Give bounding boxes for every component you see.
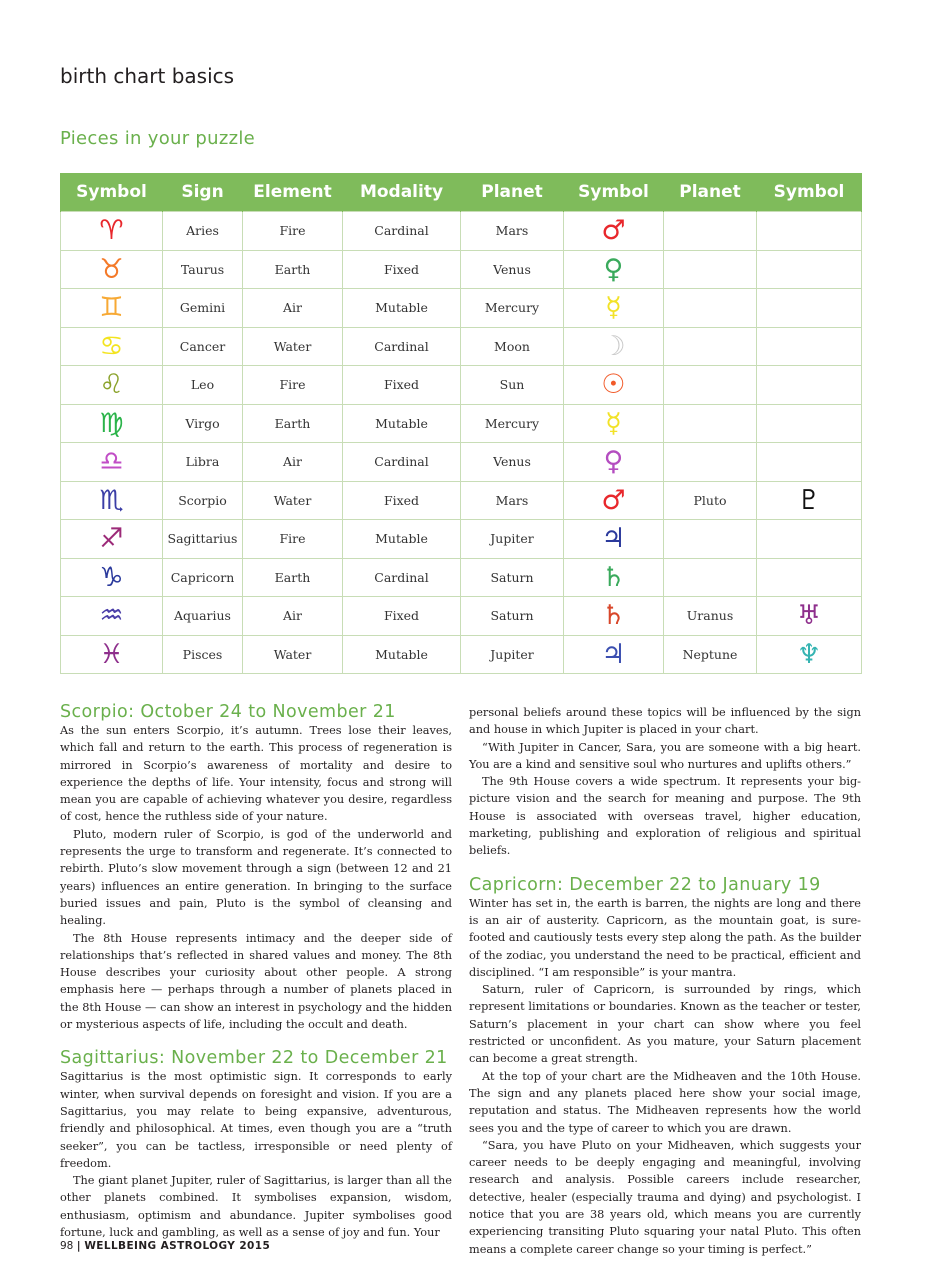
sign-name-cell	[163, 597, 243, 636]
planet-name-cell	[461, 366, 564, 405]
planet-symbol-cell	[564, 443, 664, 482]
planet-name: Mars	[495, 223, 529, 239]
header-modality: Modality	[343, 173, 461, 212]
sign-name-cell	[163, 635, 243, 674]
sign-name: Gemini	[179, 300, 226, 316]
table-row	[61, 250, 862, 289]
element: Water	[273, 338, 312, 354]
planet-name: Saturn	[490, 608, 534, 624]
article-section-heading: Scorpio: October 24 to November 21	[60, 702, 396, 722]
planet-symbol-icon: ☿	[605, 407, 622, 439]
page-number: 98	[60, 1240, 74, 1252]
planet-2-symbol-cell	[757, 366, 862, 405]
planet-symbol-icon: ♂	[601, 215, 626, 247]
sign-symbol-icon: ♋	[99, 330, 124, 362]
header-planet-symbol: Symbol	[564, 173, 664, 212]
planet-2-symbol-cell	[757, 212, 862, 251]
table-row	[61, 327, 862, 366]
planet-symbol-cell	[564, 250, 664, 289]
modality-cell	[343, 443, 461, 482]
planet-symbol-cell	[564, 558, 664, 597]
planet-2-symbol-cell	[757, 404, 862, 443]
planet-symbol-cell	[564, 520, 664, 559]
modality-cell	[343, 289, 461, 328]
planet-2-name: Pluto	[693, 492, 727, 508]
modality: Fixed	[383, 608, 420, 624]
element-cell	[243, 481, 343, 520]
table-row	[61, 558, 862, 597]
section-gap	[60, 1033, 452, 1048]
sign-name-cell	[163, 481, 243, 520]
element-cell	[243, 366, 343, 405]
element-cell	[243, 404, 343, 443]
element: Fire	[279, 531, 306, 547]
article-paragraph: The 8th House represents intimacy and the deeper side of relationships that’s reflected in shared values and money. The 8th House describes your curiosity about other people. A strong emphasis here — perhaps through a number of planets placed in the 8th House — can show an interest in psychology and the hidden or mysterious aspects of life, including the occult and death.	[60, 931, 452, 1032]
planet-symbol-cell	[564, 327, 664, 366]
planet-name-cell	[461, 327, 564, 366]
planet-symbol-cell	[564, 212, 664, 251]
planet-name: Jupiter	[490, 531, 534, 547]
sign-symbol-cell	[61, 443, 163, 482]
sign-symbol-cell	[61, 520, 163, 559]
planet-symbol-icon: ♃	[601, 638, 626, 670]
sign-name: Cancer	[179, 338, 226, 354]
sign-symbol-icon: ♏	[99, 484, 124, 516]
planet-2-symbol-icon: ♇	[796, 484, 822, 516]
planet-2-name-cell	[664, 327, 757, 366]
element-cell	[243, 250, 343, 289]
sign-symbol-cell	[61, 597, 163, 636]
planet-name-cell	[461, 558, 564, 597]
planet-name-cell	[461, 481, 564, 520]
planet-symbol-icon: ♀	[603, 253, 624, 285]
planet-2-name-cell	[664, 520, 757, 559]
element: Air	[282, 300, 302, 316]
planet-symbol-icon: ♄	[601, 600, 626, 632]
sign-name: Leo	[190, 377, 215, 393]
header-planet-2: Planet	[664, 173, 757, 212]
planet-2-name-cell	[664, 481, 757, 520]
sign-name: Aries	[186, 223, 219, 239]
planet-2-name-cell	[664, 366, 757, 405]
element: Fire	[279, 223, 306, 239]
sign-symbol-icon: ♊	[99, 292, 124, 324]
table-row	[61, 404, 862, 443]
planet-2-name: Neptune	[682, 646, 738, 662]
sign-symbol-icon: ♎	[99, 446, 124, 478]
table-row	[61, 289, 862, 328]
sign-name: Capricorn	[170, 569, 235, 585]
modality: Fixed	[383, 261, 420, 277]
planet-2-symbol-icon: ♆	[796, 638, 822, 670]
article-section-heading: Capricorn: December 22 to January 19	[469, 874, 821, 895]
planet-name: Mars	[495, 492, 529, 508]
article-paragraph: “With Jupiter in Cancer, Sara, you are someone with a big heart. You are a kind and sensitive soul who nurtures and uplifts others.”	[469, 740, 861, 771]
article-paragraph: Saturn, ruler of Capricorn, is surrounded by rings, which represent limitations or boundaries. Known as the teacher or tester, Saturn’s placement in your chart can show where you feel restricted or unconfident. As you mature, your Saturn placement can become a great strength.	[469, 983, 861, 1066]
sign-name: Scorpio	[178, 492, 227, 508]
table-header-row	[61, 173, 862, 212]
planet-name-cell	[461, 520, 564, 559]
sign-symbol-icon: ♐	[99, 523, 124, 555]
planet-name: Jupiter	[490, 646, 534, 662]
planet-symbol-cell	[564, 597, 664, 636]
planet-name-cell	[461, 635, 564, 674]
element: Fire	[279, 377, 306, 393]
sign-name-cell	[163, 558, 243, 597]
planet-name: Mercury	[484, 300, 540, 316]
planet-symbol-icon: ☽	[601, 330, 626, 362]
planet-name: Mercury	[484, 415, 540, 431]
planet-2-symbol-cell	[757, 558, 862, 597]
page-footer	[60, 1240, 270, 1252]
element-cell	[243, 443, 343, 482]
planet-2-symbol-cell	[757, 597, 862, 636]
sign-name-cell	[163, 366, 243, 405]
sign-name: Taurus	[180, 261, 225, 277]
sign-symbol-cell	[61, 635, 163, 674]
sign-symbol-icon: ♒	[99, 600, 124, 632]
planet-2-name-cell	[664, 250, 757, 289]
planet-name-cell	[461, 443, 564, 482]
planet-2-symbol-cell	[757, 635, 862, 674]
header-planet: Planet	[461, 173, 564, 212]
modality-cell	[343, 520, 461, 559]
element: Earth	[274, 569, 311, 585]
sign-name: Aquarius	[174, 608, 231, 624]
planet-name: Venus	[493, 454, 531, 470]
planet-2-symbol-cell	[757, 481, 862, 520]
element: Water	[273, 646, 312, 662]
sign-symbol-icon: ♍	[99, 407, 124, 439]
modality: Mutable	[375, 531, 428, 547]
planet-2-name: Uranus	[686, 608, 734, 624]
planet-symbol-cell	[564, 481, 664, 520]
sign-name-cell	[163, 289, 243, 328]
sign-symbol-cell	[61, 366, 163, 405]
planet-2-name-cell	[664, 212, 757, 251]
modality-cell	[343, 327, 461, 366]
sign-name-cell	[163, 404, 243, 443]
planet-name: Saturn	[490, 569, 534, 585]
planet-name: Venus	[493, 261, 531, 277]
article-paragraph: At the top of your chart are the Midheaven and the 10th House. The sign and any planets placed here show your social image, reputation and status. The Midheaven represents how the world sees you and the type of career to which you are drawn.	[469, 1069, 861, 1135]
puzzle-heading: Pieces in your puzzle	[60, 128, 256, 149]
sign-symbol-cell	[61, 558, 163, 597]
planet-name: Sun	[499, 377, 525, 393]
element: Air	[282, 608, 302, 624]
table-row	[61, 212, 862, 251]
zodiac-table	[60, 173, 862, 674]
planet-2-symbol-cell	[757, 289, 862, 328]
sign-name-cell	[163, 443, 243, 482]
article-paragraph: “Sara, you have Pluto on your Midheaven, which suggests your career needs to be deeply engaging and meaningful, involving research and analysis. Possible careers include researcher, detective, healer (especially trauma and dying) and psychologist. I notice that you are 38 years old, which means you are currently experiencing transiting Pluto squaring your natal Pluto. This often means a complete career change so your timing is perfect.”	[469, 1138, 861, 1256]
header-sign: Sign	[163, 173, 243, 212]
article-left-column	[60, 702, 452, 1241]
modality-cell	[343, 597, 461, 636]
modality: Fixed	[383, 377, 420, 393]
modality-cell	[343, 635, 461, 674]
modality: Cardinal	[374, 454, 429, 470]
planet-2-name-cell	[664, 289, 757, 328]
sign-name: Pisces	[182, 646, 223, 662]
planet-2-symbol-cell	[757, 520, 862, 559]
article-paragraph: As the sun enters Scorpio, it’s autumn. Trees lose their leaves, which fall and return to the earth. This process of regeneration is mirrored in Scorpio’s awareness of mortality and desire to experience the depths of life. Your intensity, focus and strong will mean you are capable of achieving whatever you desire, regardless of cost, hence the ruthless side of your nature.	[60, 724, 452, 824]
article-right-column	[469, 704, 861, 1258]
sign-name-cell	[163, 327, 243, 366]
planet-name-cell	[461, 250, 564, 289]
table-row	[61, 597, 862, 636]
sign-name: Libra	[185, 454, 220, 470]
modality-cell	[343, 558, 461, 597]
planet-symbol-icon: ☉	[601, 369, 626, 401]
modality-cell	[343, 481, 461, 520]
header-symbol: Symbol	[61, 173, 163, 212]
element-cell	[243, 520, 343, 559]
article-paragraph: Pluto, modern ruler of Scorpio, is god of the underworld and represents the urge to transform and regenerate. It’s connected to rebirth. Pluto’s slow movement through a sign (between 12 and 21 years) influences an entire generation. In bringing to the surface buried issues and pain, Pluto is the symbol of cleansing and healing.	[60, 827, 452, 928]
table-row	[61, 366, 862, 405]
article-paragraph: Winter has set in, the earth is barren, the nights are long and there is an air of austerity. Capricorn, as the mountain goat, is sure-footed and cautiously tests every step along the path. As the builder of the zodiac, you understand the need to be practical, efficient and disciplined. “I am responsible” is your mantra.	[469, 896, 861, 979]
sign-symbol-icon: ♓	[99, 638, 124, 670]
planet-2-symbol-cell	[757, 443, 862, 482]
table-row	[61, 481, 862, 520]
header-element: Element	[243, 173, 343, 212]
planet-2-symbol-cell	[757, 250, 862, 289]
sign-symbol-cell	[61, 212, 163, 251]
planet-symbol-icon: ♂	[601, 484, 626, 516]
table-row	[61, 443, 862, 482]
table-row	[61, 635, 862, 674]
planet-symbol-cell	[564, 404, 664, 443]
planet-2-name-cell	[664, 443, 757, 482]
modality: Fixed	[383, 492, 420, 508]
article-section-heading: Sagittarius: November 22 to December 21	[60, 1048, 448, 1069]
planet-symbol-icon: ☿	[605, 292, 622, 324]
sign-name: Sagittarius	[167, 531, 238, 547]
planet-2-symbol-icon: ♅	[796, 600, 822, 632]
sign-name: Virgo	[185, 415, 220, 431]
publication-name: WELLBEING ASTROLOGY 2015	[84, 1240, 271, 1252]
sign-name-cell	[163, 520, 243, 559]
element: Air	[282, 454, 302, 470]
planet-name-cell	[461, 289, 564, 328]
planet-name-cell	[461, 212, 564, 251]
modality-cell	[343, 212, 461, 251]
article-paragraph: personal beliefs around these topics will be influenced by the sign and house in which Jupiter is placed in your chart.	[469, 706, 861, 737]
element-cell	[243, 212, 343, 251]
sign-symbol-cell	[61, 481, 163, 520]
article-paragraph: The giant planet Jupiter, ruler of Sagittarius, is larger than all the other planets combined. It symbolises expansion, wisdom, enthusiasm, optimism and abundance. Jupiter symbolises good fortune, luck and gambling, as well as a sense of joy and fun. Your	[60, 1174, 452, 1240]
modality-cell	[343, 404, 461, 443]
sign-symbol-cell	[61, 404, 163, 443]
article-paragraph: Sagittarius is the most optimistic sign. It corresponds to early winter, when survival depends on foresight and vision. If you are a Sagittarius, you may relate to being expansive, adventurous, friendly and philosophical. At times, even though you are a “truth seeker”, you can be tactless, irresponsible or need plenty of freedom.	[60, 1070, 452, 1170]
table-row	[61, 520, 862, 559]
planet-2-name-cell	[664, 558, 757, 597]
element-cell	[243, 635, 343, 674]
planet-2-name-cell	[664, 404, 757, 443]
modality: Cardinal	[374, 223, 429, 239]
sign-symbol-cell	[61, 327, 163, 366]
modality: Cardinal	[374, 338, 429, 354]
planet-symbol-cell	[564, 635, 664, 674]
element-cell	[243, 597, 343, 636]
article-paragraph: The 9th House covers a wide spectrum. It represents your big-picture vision and the search for meaning and purpose. The 9th House is associated with overseas travel, higher education, marketing, publishing and exploration of religious and spiritual beliefs.	[469, 775, 861, 858]
element: Water	[273, 492, 312, 508]
element-cell	[243, 558, 343, 597]
sign-symbol-icon: ♈	[99, 215, 124, 247]
modality: Cardinal	[374, 569, 429, 585]
sign-symbol-cell	[61, 289, 163, 328]
element-cell	[243, 289, 343, 328]
section-label: birth chart basics	[60, 64, 235, 88]
sign-symbol-icon: ♑	[99, 561, 124, 593]
planet-symbol-icon: ♃	[601, 523, 626, 555]
header-planet-2-symbol: Symbol	[757, 173, 862, 212]
modality: Mutable	[375, 415, 428, 431]
sign-symbol-cell	[61, 250, 163, 289]
element: Earth	[274, 415, 311, 431]
zodiac-table-body	[61, 212, 862, 674]
sign-symbol-icon: ♉	[99, 253, 124, 285]
planet-symbol-icon: ♄	[601, 561, 626, 593]
planet-2-name-cell	[664, 635, 757, 674]
sign-symbol-icon: ♌	[99, 369, 124, 401]
modality-cell	[343, 366, 461, 405]
planet-symbol-cell	[564, 366, 664, 405]
modality: Mutable	[375, 646, 428, 662]
sign-name-cell	[163, 212, 243, 251]
modality-cell	[343, 250, 461, 289]
planet-name-cell	[461, 597, 564, 636]
element-cell	[243, 327, 343, 366]
modality: Mutable	[375, 300, 428, 316]
sign-name-cell	[163, 250, 243, 289]
planet-name-cell	[461, 404, 564, 443]
footer-separator: |	[76, 1240, 81, 1252]
planet-2-symbol-cell	[757, 327, 862, 366]
planet-symbol-icon: ♀	[603, 446, 624, 478]
planet-name: Moon	[494, 338, 530, 354]
section-gap	[469, 860, 861, 875]
element: Earth	[274, 261, 311, 277]
planet-symbol-cell	[564, 289, 664, 328]
planet-2-name-cell	[664, 597, 757, 636]
